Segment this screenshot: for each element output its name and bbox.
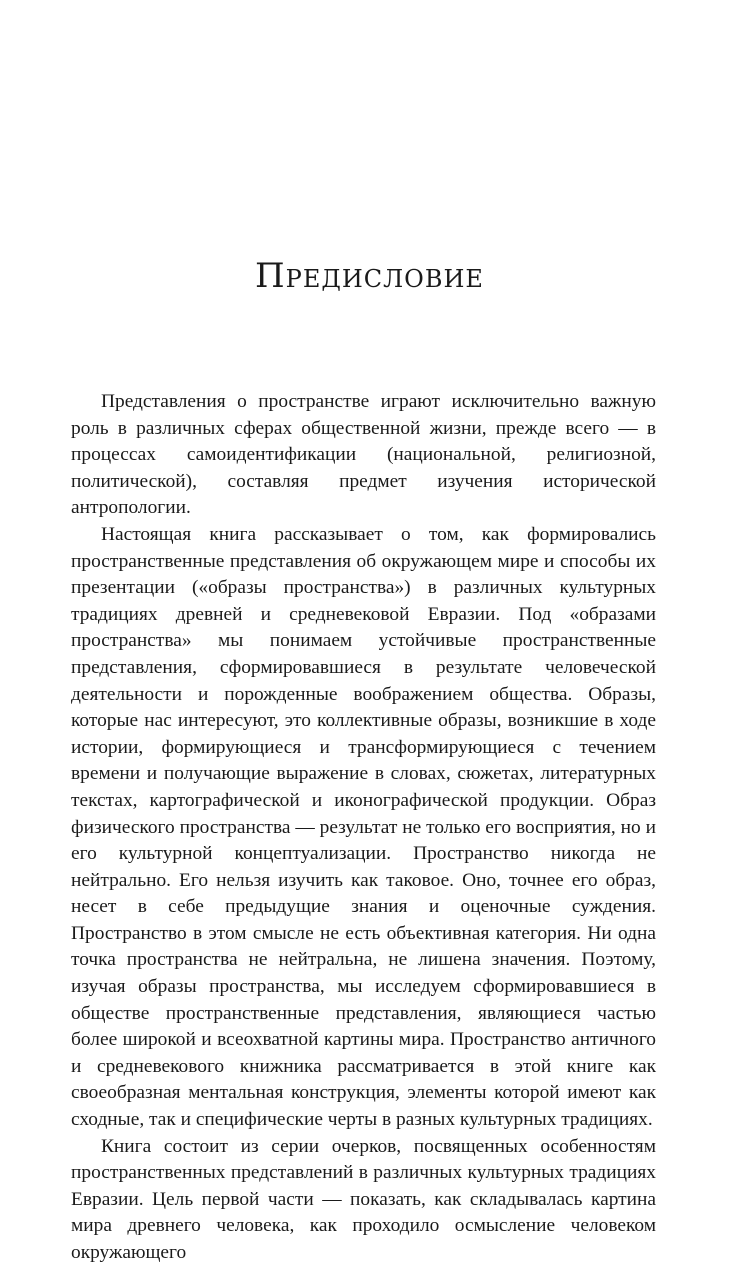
paragraph-1: Представления о пространстве играют исключительно важную роль в различных сферах общественной жизни, прежде всего — в процессах самоидентификации (национальной, религиозной, политической), составляя предмет изучения исторической антропологии. xyxy=(71,391,656,519)
paragraph-3: Книга состоит из серии очерков, посвященных особенностям пространственных представлений в различных культурных традициях Евразии. Цель первой части — показать, как складывалась картина мира древнего человека, как проходило осмысление человеком окружающего xyxy=(71,1135,656,1263)
paragraph-2: Настоящая книга рассказывает о том, как формировались пространственные представления об окружающем мире и способы их презентации («образы пространства») в различных культурных традициях древней и средневековой Евразии. Под «образами пространства» мы понимаем устойчивые пространственные представления, сформировавшиеся в результате человеческой деятельности и порожденные воображением общества. Образы, которые нас интересуют, это коллективные образы, возникшие в ходе истории, формирующиеся и трансформирующиеся с течением времени и получающие выражение в словах, сюжетах, литературных текстах, картографической и иконографической продукции. Образ физического пространства — результат не только его восприятия, но и его культурной концептуализации. Пространство никогда не нейтрально. Его нельзя изучить как таковое. Оно, точнее его образ, несет в себе предыдущие знания и оценочные суждения. Пространство в этом смысле не есть объективная категория. Ни одна точка пространства не нейтральна, не лишена значения. Поэтому, изучая образы пространства, мы исследуем сформировавшиеся в обществе пространственные представления, являющиеся частью более широкой и всеохватной картины мира. Пространство античного и средневекового книжника рассматривается в этой книге как своеобразная ментальная конструкция, элементы которой имеют как сходные, так и специфические черты в разных культурных традициях. xyxy=(71,523,656,1131)
chapter-title: Предисловие xyxy=(255,256,484,296)
body-text xyxy=(71,389,656,1267)
